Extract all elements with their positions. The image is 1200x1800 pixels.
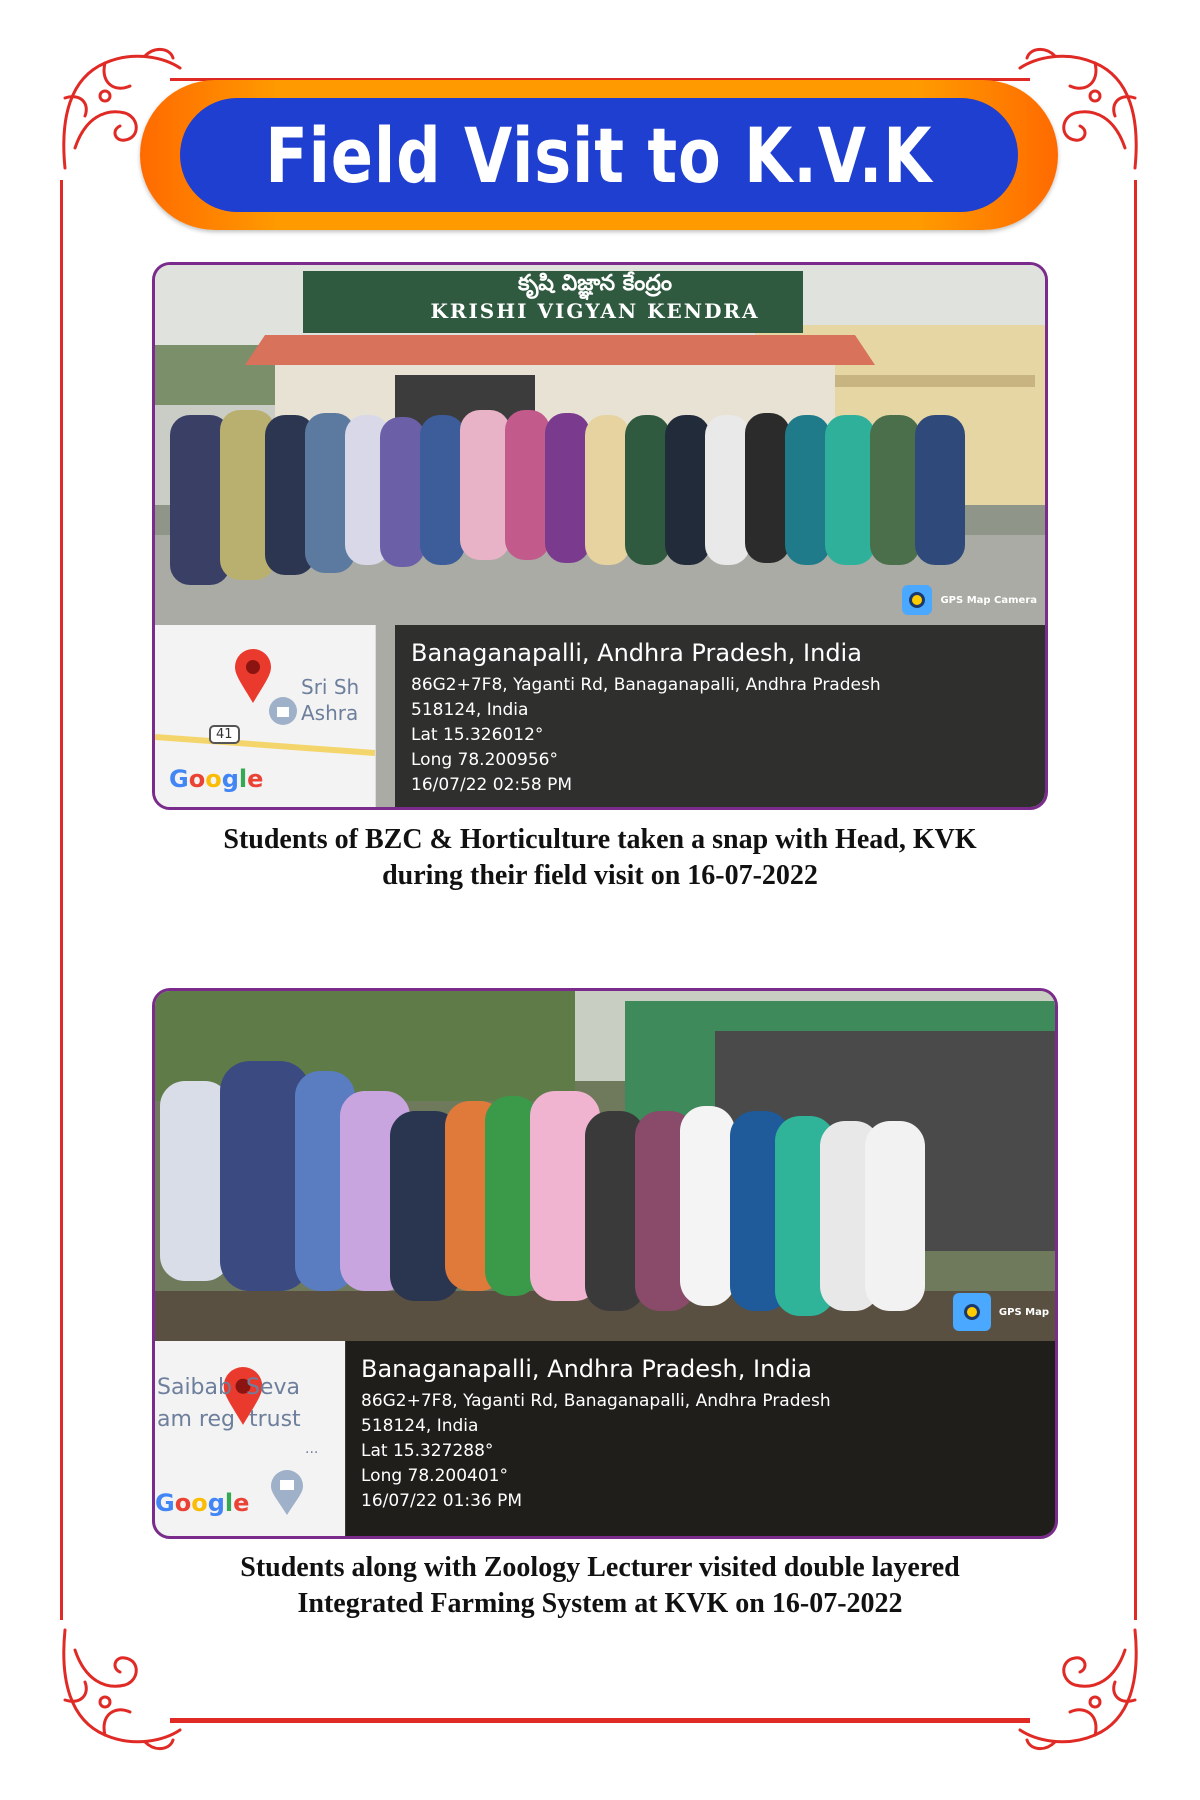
photo-kvk-building-group bbox=[152, 262, 1048, 810]
google-logo: Google bbox=[169, 765, 264, 793]
map-label-2: am reg trust bbox=[157, 1407, 301, 1432]
gps-camera-badge-1 bbox=[902, 585, 1037, 615]
frame-bottom-line bbox=[170, 1718, 1030, 1723]
title-banner bbox=[140, 80, 1058, 230]
map-label-1: Saibab Seva bbox=[157, 1375, 300, 1400]
gps-lat: Lat 15.326012° bbox=[411, 725, 544, 745]
caption-2-line2: Integrated Farming System at KVK on 16-07-2022 bbox=[297, 1588, 903, 1619]
landmark-icon bbox=[267, 695, 299, 727]
gps-address-line2: 518124, India bbox=[361, 1416, 479, 1436]
gps-info-panel-1 bbox=[395, 625, 1045, 807]
landmark-icon bbox=[269, 1469, 305, 1517]
gps-long: Long 78.200956° bbox=[411, 750, 558, 770]
highway-shield: 41 bbox=[209, 725, 240, 744]
gps-datetime: 16/07/22 02:58 PM bbox=[411, 775, 573, 795]
gps-camera-icon bbox=[902, 585, 932, 615]
photo-farming-system-group bbox=[152, 988, 1058, 1539]
caption-1-line2: during their field visit on 16-07-2022 bbox=[382, 860, 818, 891]
gps-long: Long 78.200401° bbox=[361, 1466, 508, 1486]
gps-datetime: 16/07/22 01:36 PM bbox=[361, 1491, 523, 1511]
gps-address-line1: 86G2+7F8, Yaganti Rd, Banaganapalli, Andhra Pradesh bbox=[361, 1391, 831, 1411]
map-label-2: Ashra bbox=[301, 701, 359, 725]
map-label-3: ... bbox=[305, 1441, 319, 1457]
gps-badge-label: GPS Map Camera bbox=[940, 594, 1037, 606]
gps-badge-label: GPS Map bbox=[998, 1306, 1049, 1318]
map-label-1: Sri Sh bbox=[301, 675, 360, 699]
title-banner-inner bbox=[180, 98, 1018, 212]
frame-left-line bbox=[60, 180, 63, 1620]
gps-address-line1: 86G2+7F8, Yaganti Rd, Banaganapalli, Andhra Pradesh bbox=[411, 675, 881, 695]
gps-location: Banaganapalli, Andhra Pradesh, India bbox=[411, 639, 862, 667]
map-thumbnail-1 bbox=[155, 625, 376, 807]
gps-info-panel-2 bbox=[345, 1341, 1055, 1536]
gps-camera-badge-2 bbox=[953, 1293, 1049, 1331]
gps-address-line2: 518124, India bbox=[411, 700, 529, 720]
caption-photo-2 bbox=[0, 1550, 1200, 1622]
corner-ornament-bottom-right bbox=[1005, 1610, 1155, 1760]
gps-lat: Lat 15.327288° bbox=[361, 1441, 494, 1461]
page-title: Field Visit to K.V.K bbox=[265, 110, 933, 200]
caption-1-line1: Students of BZC & Horticulture taken a snap with Head, KVK bbox=[223, 824, 977, 855]
caption-2-line1: Students along with Zoology Lecturer visited double layered bbox=[240, 1552, 960, 1583]
map-thumbnail-2 bbox=[155, 1341, 346, 1536]
google-logo: Google bbox=[155, 1489, 250, 1517]
sign-telugu: కృషి విజ్ఞాన కేంద్రం bbox=[517, 271, 673, 296]
caption-photo-1 bbox=[0, 822, 1200, 894]
frame-right-line bbox=[1134, 180, 1137, 1620]
gps-camera-icon bbox=[953, 1293, 991, 1331]
sign-english: KRISHI VIGYAN KENDRA bbox=[430, 299, 760, 323]
corner-ornament-bottom-left bbox=[45, 1610, 195, 1760]
gps-location: Banaganapalli, Andhra Pradesh, India bbox=[361, 1355, 812, 1383]
